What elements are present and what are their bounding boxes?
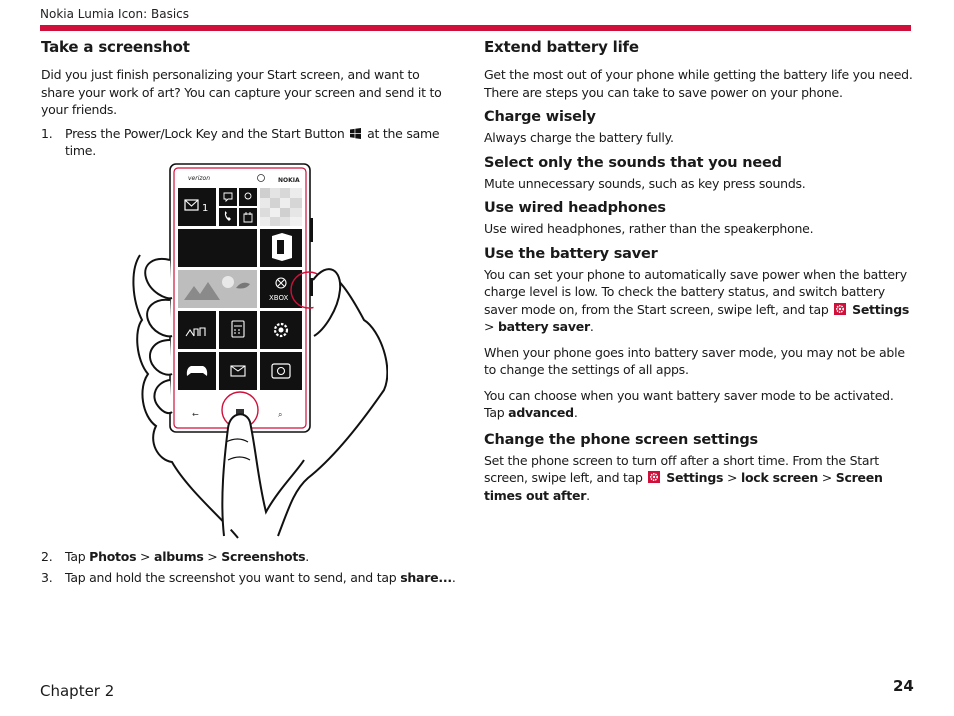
separator: > — [140, 549, 151, 564]
step-number: 2. — [41, 549, 53, 564]
photos-link: Photos — [89, 549, 137, 564]
share-link: share... — [400, 569, 452, 585]
step-3 — [41, 569, 456, 587]
section-title-screenshot: Take a screenshot — [41, 38, 190, 56]
period: . — [589, 319, 594, 334]
battery-intro: Get the most out of your phone while getting the battery life you need. There are steps you can take to save power on your phone. — [484, 67, 913, 100]
screenshot-intro: Did you just finish personalizing your Start screen, and want to share your work of art? You can capture your screen and send it to your friends. — [41, 67, 442, 117]
settings-link: Settings — [666, 470, 724, 485]
phone-hand-illustration — [128, 160, 388, 540]
subsection-sounds: Select only the sounds that you need — [484, 154, 782, 171]
settings-icon — [648, 471, 660, 483]
subsection-screen-settings: Change the phone screen settings — [484, 431, 758, 448]
screen-times-out-link: Screen times out after — [484, 470, 883, 503]
lock-screen-link: lock screen — [740, 470, 819, 485]
step-1-text-b: at the same time. — [65, 125, 440, 158]
step-number: 3. — [41, 569, 53, 585]
search-icon: ⌕ — [278, 410, 283, 419]
page-number: 24 — [893, 677, 914, 695]
steps-list-2 — [41, 548, 456, 586]
settings-icon — [834, 303, 846, 315]
brand-logo: NOKIA — [278, 177, 300, 184]
period: . — [305, 549, 310, 564]
period: . — [451, 569, 456, 585]
separator: > — [726, 470, 738, 485]
chapter-label: Chapter 2 — [40, 682, 115, 700]
albums-link: albums — [154, 549, 204, 564]
battery-saver-instructions: You can set your phone to automatically save power when the battery charge level is low. To check the battery status, and switch battery saver mode on, from the Start screen, swipe left, and tap — [484, 266, 907, 317]
separator: > — [821, 470, 832, 485]
step-2-tap: Tap — [65, 549, 86, 564]
period: . — [573, 405, 578, 420]
subsection-battery-saver: Use the battery saver — [484, 245, 658, 262]
running-header: Nokia Lumia Icon: Basics — [40, 7, 190, 21]
tap-word: Tap — [484, 405, 505, 420]
carrier-logo: verizon — [188, 175, 210, 182]
mail-count: 1 — [202, 203, 209, 214]
section-title-battery: Extend battery life — [484, 38, 639, 56]
screen-settings-text — [484, 452, 914, 505]
battery-saver-text-2: When your phone goes into battery saver mode, you may not be able to change the settings of all apps. — [484, 344, 905, 377]
screen-settings-instructions: Set the phone screen to turn off after a short time. From the Start screen, swipe left, and tap — [484, 452, 879, 485]
subsection-charge: Charge wisely — [484, 109, 596, 125]
battery-saver-text-3 — [484, 387, 914, 422]
battery-saver-link: battery saver — [497, 319, 590, 334]
step-2 — [41, 548, 456, 566]
advanced-link: advanced — [508, 405, 574, 420]
battery-saver-text-1 — [484, 266, 914, 336]
period: . — [586, 487, 590, 503]
xbox-label: XBOX — [269, 294, 289, 302]
windows-start-icon — [350, 128, 361, 139]
sounds-text: Mute unnecessary sounds, such as key press sounds. — [484, 175, 806, 191]
header-rule — [40, 25, 911, 31]
subsection-headphones: Use wired headphones — [484, 200, 666, 216]
screenshots-link: Screenshots — [221, 549, 306, 564]
charge-text: Always charge the battery fully. — [484, 130, 674, 145]
step-1-text-a: Press the Power/Lock Key and the Start Button — [65, 125, 345, 141]
left-column — [41, 38, 456, 160]
steps-list-1 — [41, 125, 456, 160]
step-3-text: Tap and hold the screenshot you want to send, and tap — [65, 569, 397, 585]
headphones-text: Use wired headphones, rather than the speakerphone. — [484, 221, 814, 236]
battery-saver-when: You can choose when you want battery saver mode to be activated. — [484, 387, 894, 403]
right-column — [484, 38, 914, 512]
back-icon: ← — [192, 410, 199, 419]
separator: > — [484, 319, 495, 334]
step-number: 1. — [41, 125, 53, 141]
separator: > — [207, 549, 218, 564]
settings-link: Settings — [852, 301, 910, 317]
step-1 — [41, 125, 456, 160]
